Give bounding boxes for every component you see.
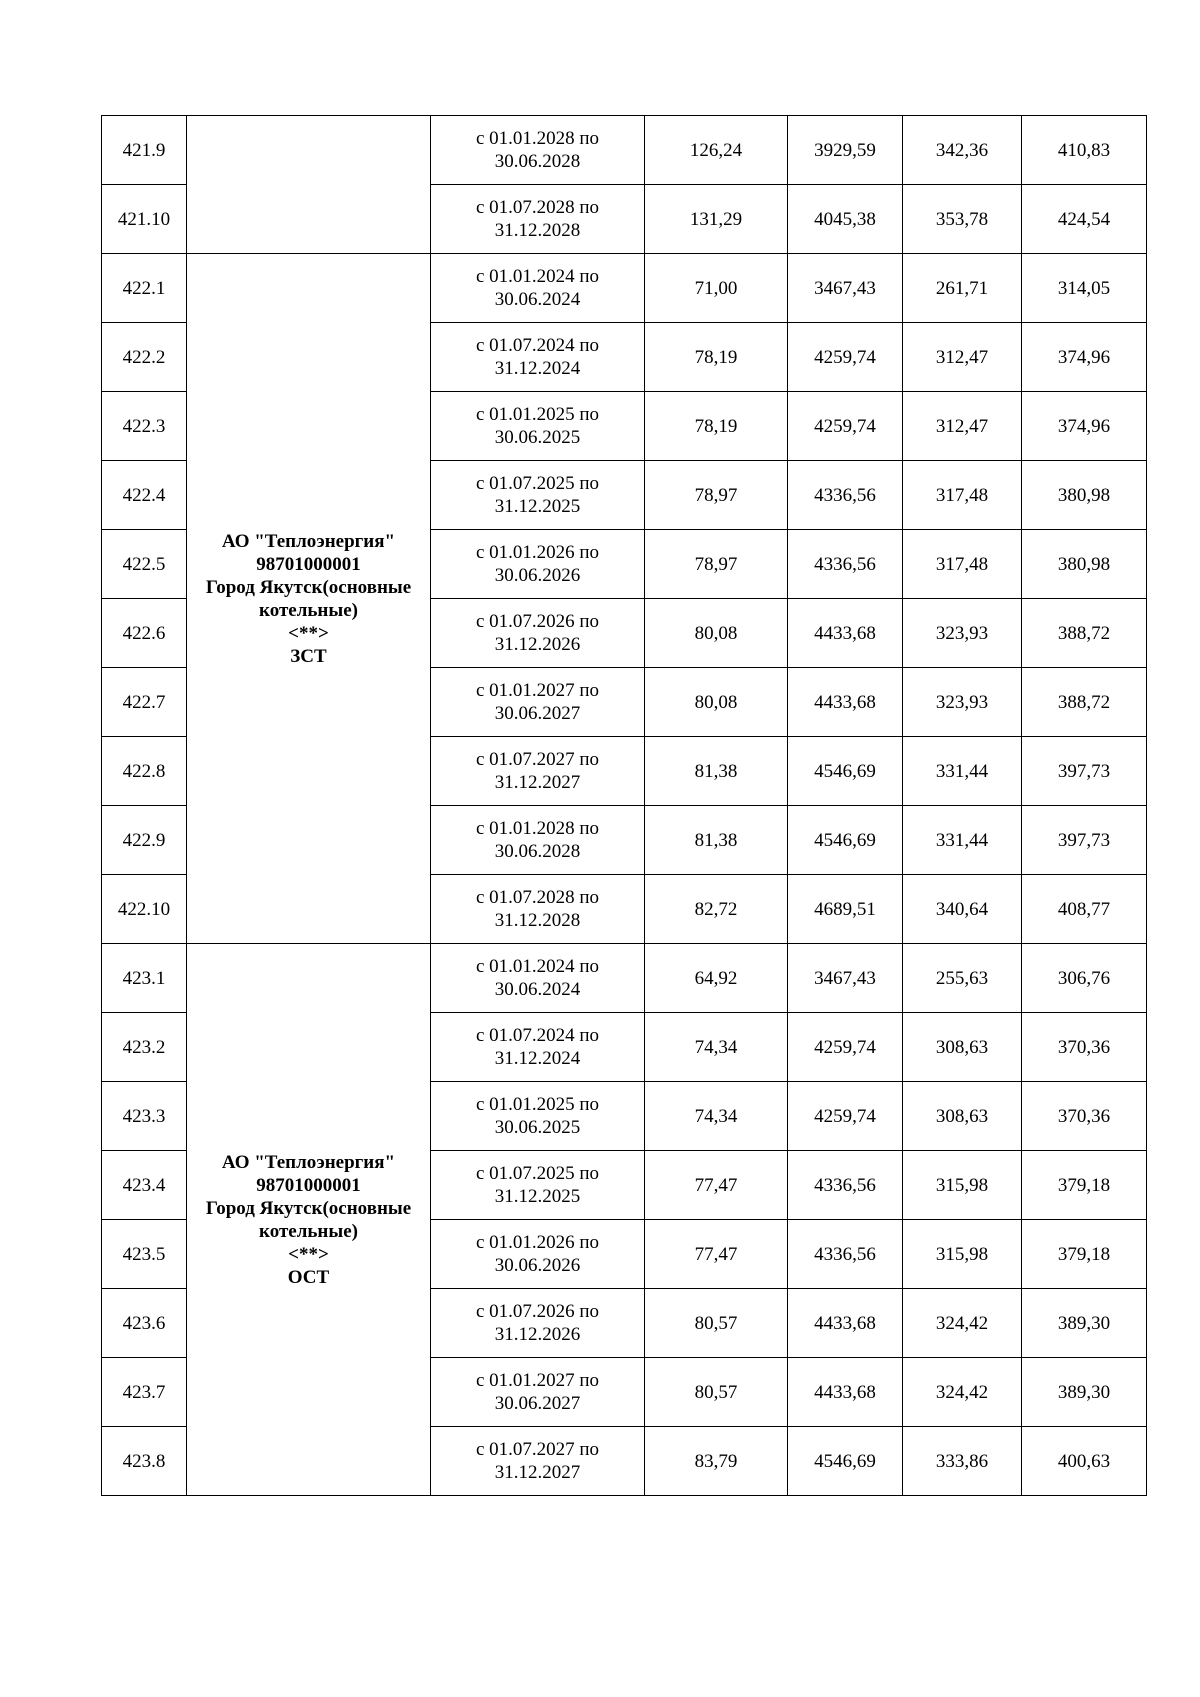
period-from: с 01.07.2027 по — [475, 1439, 600, 1460]
value-cell-4: 400,63 — [1022, 1427, 1147, 1496]
period-to: 31.12.2024 — [494, 1048, 581, 1069]
value-cell-2: 4689,51 — [788, 875, 903, 944]
value-cell-1: 126,24 — [645, 116, 788, 185]
period-cell — [431, 599, 645, 668]
value-cell-4: 410,83 — [1022, 116, 1147, 185]
value-cell-4: 370,36 — [1022, 1013, 1147, 1082]
period-from: с 01.07.2024 по — [475, 1025, 600, 1046]
period-cell — [431, 1013, 645, 1082]
value-cell-2: 4336,56 — [788, 1151, 903, 1220]
period-cell — [431, 323, 645, 392]
period-to: 30.06.2025 — [494, 427, 581, 448]
period-from: с 01.07.2028 по — [475, 197, 600, 218]
value-cell-4: 306,76 — [1022, 944, 1147, 1013]
value-cell-3: 317,48 — [903, 461, 1022, 530]
period-to: 30.06.2025 — [494, 1117, 581, 1138]
row-number-cell: 423.7 — [102, 1358, 187, 1427]
value-cell-2: 3467,43 — [788, 254, 903, 323]
value-cell-1: 80,08 — [645, 599, 788, 668]
value-cell-3: 261,71 — [903, 254, 1022, 323]
row-number-cell: 423.8 — [102, 1427, 187, 1496]
period-from: с 01.07.2026 по — [475, 1301, 600, 1322]
period-to: 30.06.2028 — [494, 151, 581, 172]
period-cell — [431, 116, 645, 185]
value-cell-1: 82,72 — [645, 875, 788, 944]
value-cell-4: 379,18 — [1022, 1220, 1147, 1289]
period-to: 30.06.2027 — [494, 1393, 581, 1414]
organization-line: ЗСТ — [290, 645, 327, 667]
value-cell-1: 83,79 — [645, 1427, 788, 1496]
period-cell — [431, 875, 645, 944]
value-cell-3: 342,36 — [903, 116, 1022, 185]
period-from: с 01.07.2028 по — [475, 887, 600, 908]
period-to: 31.12.2025 — [494, 1186, 581, 1207]
period-cell — [431, 392, 645, 461]
period-cell — [431, 806, 645, 875]
value-cell-2: 4433,68 — [788, 599, 903, 668]
value-cell-2: 4433,68 — [788, 668, 903, 737]
organization-line: АО "Теплоэнергия" — [221, 530, 396, 552]
value-cell-3: 323,93 — [903, 668, 1022, 737]
value-cell-1: 78,97 — [645, 530, 788, 599]
period-from: с 01.01.2025 по — [475, 404, 600, 425]
value-cell-4: 379,18 — [1022, 1151, 1147, 1220]
value-cell-2: 3467,43 — [788, 944, 903, 1013]
period-cell — [431, 1082, 645, 1151]
period-cell — [431, 1151, 645, 1220]
value-cell-1: 80,08 — [645, 668, 788, 737]
period-to: 31.12.2026 — [494, 634, 581, 655]
value-cell-4: 388,72 — [1022, 668, 1147, 737]
value-cell-1: 77,47 — [645, 1220, 788, 1289]
row-number-cell: 423.5 — [102, 1220, 187, 1289]
value-cell-1: 77,47 — [645, 1151, 788, 1220]
value-cell-3: 255,63 — [903, 944, 1022, 1013]
value-cell-3: 315,98 — [903, 1151, 1022, 1220]
period-cell — [431, 668, 645, 737]
value-cell-1: 81,38 — [645, 737, 788, 806]
period-cell — [431, 1289, 645, 1358]
value-cell-1: 74,34 — [645, 1082, 788, 1151]
row-number-cell: 422.7 — [102, 668, 187, 737]
row-number-cell: 422.1 — [102, 254, 187, 323]
value-cell-3: 323,93 — [903, 599, 1022, 668]
value-cell-2: 4336,56 — [788, 461, 903, 530]
value-cell-2: 4259,74 — [788, 1082, 903, 1151]
row-number-cell: 423.1 — [102, 944, 187, 1013]
organization-cell — [187, 944, 431, 1496]
row-number-cell: 422.6 — [102, 599, 187, 668]
value-cell-3: 315,98 — [903, 1220, 1022, 1289]
period-to: 30.06.2026 — [494, 565, 581, 586]
organization-line: котельные) — [259, 1220, 358, 1242]
period-cell — [431, 185, 645, 254]
row-number-cell: 422.9 — [102, 806, 187, 875]
period-cell — [431, 254, 645, 323]
row-number-cell: 422.4 — [102, 461, 187, 530]
value-cell-1: 131,29 — [645, 185, 788, 254]
value-cell-3: 324,42 — [903, 1358, 1022, 1427]
period-from: с 01.01.2027 по — [475, 1370, 600, 1391]
value-cell-2: 4336,56 — [788, 530, 903, 599]
row-number-cell: 422.10 — [102, 875, 187, 944]
value-cell-4: 370,36 — [1022, 1082, 1147, 1151]
value-cell-4: 374,96 — [1022, 392, 1147, 461]
value-cell-4: 374,96 — [1022, 323, 1147, 392]
period-cell — [431, 1358, 645, 1427]
period-from: с 01.01.2028 по — [475, 128, 600, 149]
value-cell-2: 4259,74 — [788, 392, 903, 461]
value-cell-4: 388,72 — [1022, 599, 1147, 668]
period-cell — [431, 1427, 645, 1496]
table-row — [102, 944, 1147, 1013]
period-from: с 01.01.2028 по — [475, 818, 600, 839]
value-cell-4: 424,54 — [1022, 185, 1147, 254]
value-cell-4: 380,98 — [1022, 530, 1147, 599]
value-cell-2: 4433,68 — [788, 1358, 903, 1427]
value-cell-3: 312,47 — [903, 323, 1022, 392]
row-number-cell: 423.2 — [102, 1013, 187, 1082]
organization-line: <**> — [288, 622, 329, 644]
value-cell-4: 397,73 — [1022, 737, 1147, 806]
period-to: 31.12.2024 — [494, 358, 581, 379]
value-cell-1: 78,97 — [645, 461, 788, 530]
organization-cell — [187, 116, 431, 254]
period-from: с 01.01.2027 по — [475, 680, 600, 701]
value-cell-1: 71,00 — [645, 254, 788, 323]
value-cell-1: 81,38 — [645, 806, 788, 875]
period-from: с 01.07.2027 по — [475, 749, 600, 770]
value-cell-3: 340,64 — [903, 875, 1022, 944]
value-cell-2: 4336,56 — [788, 1220, 903, 1289]
organization-line: <**> — [288, 1243, 329, 1265]
organization-cell — [187, 254, 431, 944]
period-cell — [431, 737, 645, 806]
period-to: 31.12.2025 — [494, 496, 581, 517]
value-cell-1: 78,19 — [645, 323, 788, 392]
value-cell-2: 4433,68 — [788, 1289, 903, 1358]
value-cell-3: 308,63 — [903, 1082, 1022, 1151]
period-to: 30.06.2028 — [494, 841, 581, 862]
row-number-cell: 422.8 — [102, 737, 187, 806]
organization-line: Город Якутск(основные — [205, 576, 412, 598]
table-row — [102, 254, 1147, 323]
value-cell-4: 389,30 — [1022, 1358, 1147, 1427]
period-from: с 01.07.2025 по — [475, 473, 600, 494]
table-row — [102, 116, 1147, 185]
organization-line: ОСТ — [287, 1266, 330, 1288]
period-from: с 01.07.2026 по — [475, 611, 600, 632]
value-cell-2: 4259,74 — [788, 323, 903, 392]
organization-line: 98701000001 — [256, 1174, 361, 1196]
period-to: 31.12.2028 — [494, 220, 581, 241]
value-cell-3: 324,42 — [903, 1289, 1022, 1358]
period-from: с 01.07.2024 по — [475, 335, 600, 356]
tariff-table — [101, 115, 1147, 1496]
value-cell-2: 4546,69 — [788, 1427, 903, 1496]
period-to: 30.06.2027 — [494, 703, 581, 724]
value-cell-2: 4259,74 — [788, 1013, 903, 1082]
period-from: с 01.01.2026 по — [475, 542, 600, 563]
value-cell-3: 312,47 — [903, 392, 1022, 461]
value-cell-3: 331,44 — [903, 806, 1022, 875]
period-to: 31.12.2028 — [494, 910, 581, 931]
organization-line: 98701000001 — [256, 553, 361, 575]
value-cell-3: 308,63 — [903, 1013, 1022, 1082]
period-cell — [431, 461, 645, 530]
period-to: 30.06.2024 — [494, 289, 581, 310]
value-cell-3: 331,44 — [903, 737, 1022, 806]
value-cell-2: 4045,38 — [788, 185, 903, 254]
period-from: с 01.01.2024 по — [475, 956, 600, 977]
value-cell-4: 397,73 — [1022, 806, 1147, 875]
value-cell-1: 78,19 — [645, 392, 788, 461]
value-cell-1: 80,57 — [645, 1358, 788, 1427]
value-cell-3: 353,78 — [903, 185, 1022, 254]
value-cell-1: 64,92 — [645, 944, 788, 1013]
row-number-cell: 422.5 — [102, 530, 187, 599]
organization-line: Город Якутск(основные — [205, 1197, 412, 1219]
value-cell-3: 317,48 — [903, 530, 1022, 599]
row-number-cell: 421.9 — [102, 116, 187, 185]
period-cell — [431, 530, 645, 599]
row-number-cell: 422.3 — [102, 392, 187, 461]
period-to: 31.12.2026 — [494, 1324, 581, 1345]
value-cell-4: 380,98 — [1022, 461, 1147, 530]
period-cell — [431, 1220, 645, 1289]
organization-line: котельные) — [259, 599, 358, 621]
period-from: с 01.07.2025 по — [475, 1163, 600, 1184]
period-to: 30.06.2026 — [494, 1255, 581, 1276]
value-cell-2: 4546,69 — [788, 806, 903, 875]
value-cell-4: 408,77 — [1022, 875, 1147, 944]
value-cell-3: 333,86 — [903, 1427, 1022, 1496]
value-cell-1: 74,34 — [645, 1013, 788, 1082]
value-cell-2: 4546,69 — [788, 737, 903, 806]
value-cell-4: 314,05 — [1022, 254, 1147, 323]
value-cell-2: 3929,59 — [788, 116, 903, 185]
period-to: 31.12.2027 — [494, 772, 581, 793]
tariff-table-body — [102, 116, 1147, 1496]
period-from: с 01.01.2026 по — [475, 1232, 600, 1253]
row-number-cell: 423.6 — [102, 1289, 187, 1358]
period-to: 30.06.2024 — [494, 979, 581, 1000]
period-cell — [431, 944, 645, 1013]
period-from: с 01.01.2024 по — [475, 266, 600, 287]
row-number-cell: 421.10 — [102, 185, 187, 254]
row-number-cell: 423.3 — [102, 1082, 187, 1151]
organization-line: АО "Теплоэнергия" — [221, 1151, 396, 1173]
value-cell-4: 389,30 — [1022, 1289, 1147, 1358]
period-from: с 01.01.2025 по — [475, 1094, 600, 1115]
period-to: 31.12.2027 — [494, 1462, 581, 1483]
value-cell-1: 80,57 — [645, 1289, 788, 1358]
row-number-cell: 423.4 — [102, 1151, 187, 1220]
row-number-cell: 422.2 — [102, 323, 187, 392]
